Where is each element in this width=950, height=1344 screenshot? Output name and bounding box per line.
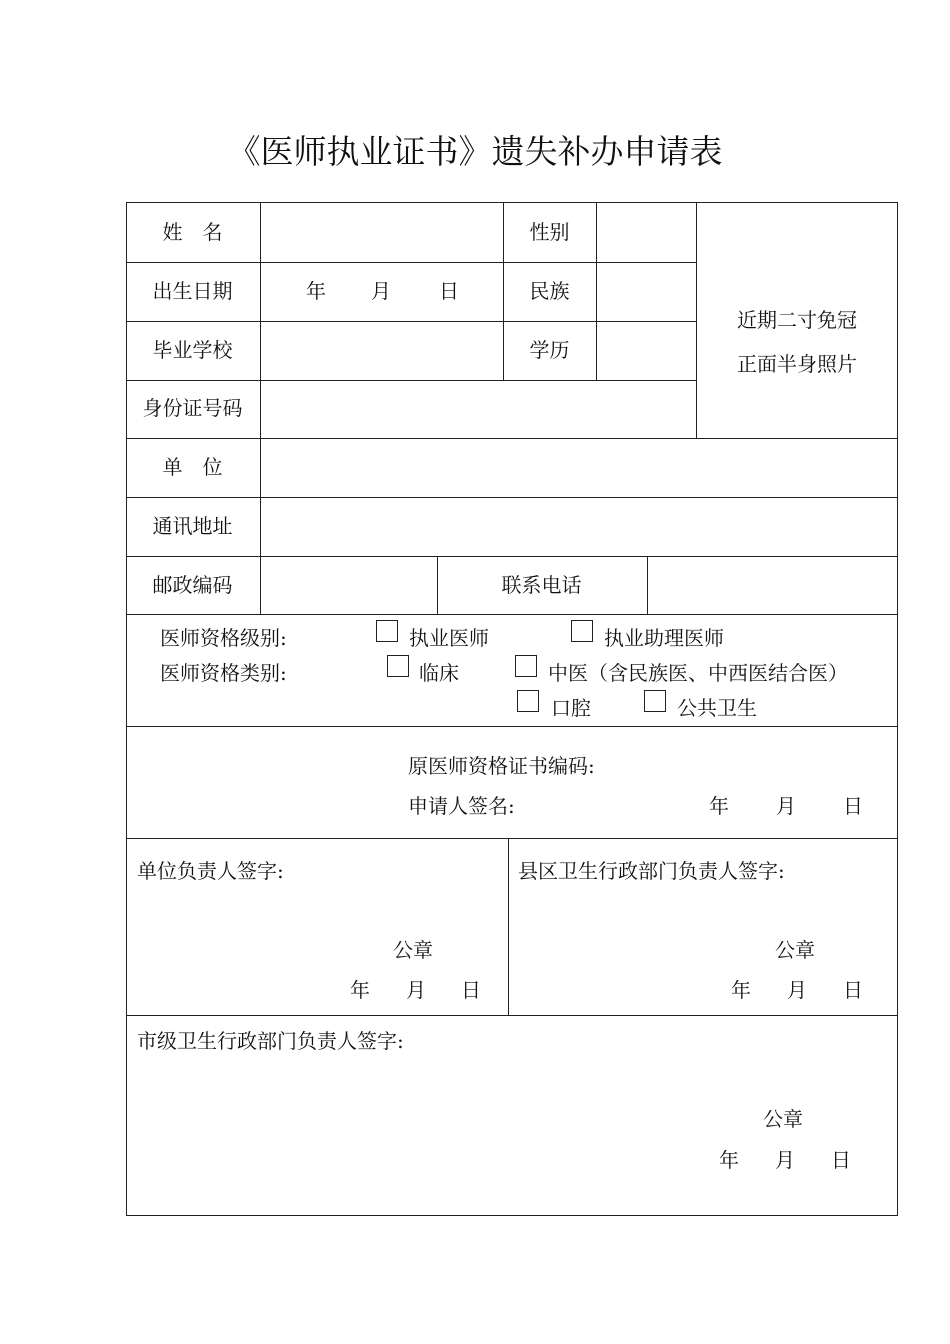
- qualification-level-label: 医师资格级别:: [160, 626, 287, 650]
- education-label: 学历: [529, 338, 570, 362]
- city-year: 年: [719, 1148, 739, 1172]
- county-day: 日: [843, 978, 863, 1002]
- gender-field[interactable]: [597, 204, 694, 260]
- ethnicity-field[interactable]: [597, 263, 694, 319]
- checkbox-public-health[interactable]: [644, 690, 666, 712]
- option-dental: 口腔: [551, 696, 591, 720]
- unit-field[interactable]: [262, 439, 896, 495]
- unit-month: 月: [406, 978, 426, 1002]
- birth-day-label: 日: [439, 279, 459, 303]
- phone-label: 联系电话: [501, 573, 582, 597]
- city-head-signature-label: 市级卫生行政部门负责人签字:: [137, 1029, 404, 1053]
- qualification-category-label: 医师资格类别:: [160, 661, 287, 685]
- option-clinical: 临床: [419, 661, 459, 685]
- school-field[interactable]: [262, 322, 502, 378]
- column-divider: [260, 203, 261, 614]
- checkbox-tcm[interactable]: [515, 655, 537, 677]
- phone-field[interactable]: [648, 557, 896, 612]
- county-month: 月: [787, 978, 807, 1002]
- gender-label: 性别: [529, 220, 570, 244]
- county-head-signature-label: 县区卫生行政部门负责人签字:: [518, 859, 785, 883]
- postcode-field[interactable]: [262, 557, 435, 612]
- county-seal: 公章: [775, 938, 815, 962]
- city-day: 日: [831, 1148, 851, 1172]
- city-seal: 公章: [763, 1107, 803, 1131]
- name-field[interactable]: [262, 204, 502, 260]
- id-number-field[interactable]: [262, 381, 694, 436]
- birth-year-label: 年: [306, 279, 326, 303]
- postcode-label: 邮政编码: [152, 573, 233, 597]
- ethnicity-label: 民族: [529, 279, 570, 303]
- row-divider: [127, 838, 897, 839]
- birth-date-label: 出生日期: [152, 279, 233, 303]
- id-number-label: 身份证号码: [142, 396, 243, 420]
- option-practicing-physician: 执业医师: [409, 626, 489, 650]
- applicant-month: 月: [776, 794, 796, 818]
- checkbox-clinical[interactable]: [387, 655, 409, 677]
- address-field[interactable]: [262, 498, 896, 554]
- address-label: 通讯地址: [152, 514, 233, 538]
- form-title: 《医师执业证书》遗失补办申请表: [227, 132, 723, 171]
- city-month: 月: [775, 1148, 795, 1172]
- option-tcm: 中医（含民族医、中西医结合医）: [548, 661, 848, 685]
- row-divider: [127, 1015, 897, 1016]
- row-divider: [127, 614, 897, 615]
- checkbox-practicing-physician[interactable]: [376, 620, 398, 642]
- unit-seal: 公章: [393, 938, 433, 962]
- row-divider: [127, 726, 897, 727]
- county-year: 年: [731, 978, 751, 1002]
- unit-head-signature-label: 单位负责人签字:: [137, 859, 284, 883]
- column-divider: [508, 838, 509, 1015]
- applicant-year: 年: [709, 794, 729, 818]
- photo-line-2: 正面半身照片: [737, 352, 857, 376]
- photo-line-1: 近期二寸免冠: [737, 308, 857, 332]
- education-field[interactable]: [597, 322, 694, 378]
- school-label: 毕业学校: [152, 338, 233, 362]
- birth-month-label: 月: [371, 279, 391, 303]
- name-label: 姓 名: [162, 220, 223, 244]
- checkbox-assistant-physician[interactable]: [571, 620, 593, 642]
- applicant-day: 日: [843, 794, 863, 818]
- unit-label: 单 位: [162, 455, 223, 479]
- unit-year: 年: [350, 978, 370, 1002]
- checkbox-dental[interactable]: [517, 690, 539, 712]
- option-public-health: 公共卫生: [677, 696, 757, 720]
- unit-day: 日: [461, 978, 481, 1002]
- option-assistant-physician: 执业助理医师: [604, 626, 724, 650]
- original-cert-label: 原医师资格证书编码:: [408, 754, 595, 778]
- applicant-signature-label: 申请人签名:: [408, 794, 515, 818]
